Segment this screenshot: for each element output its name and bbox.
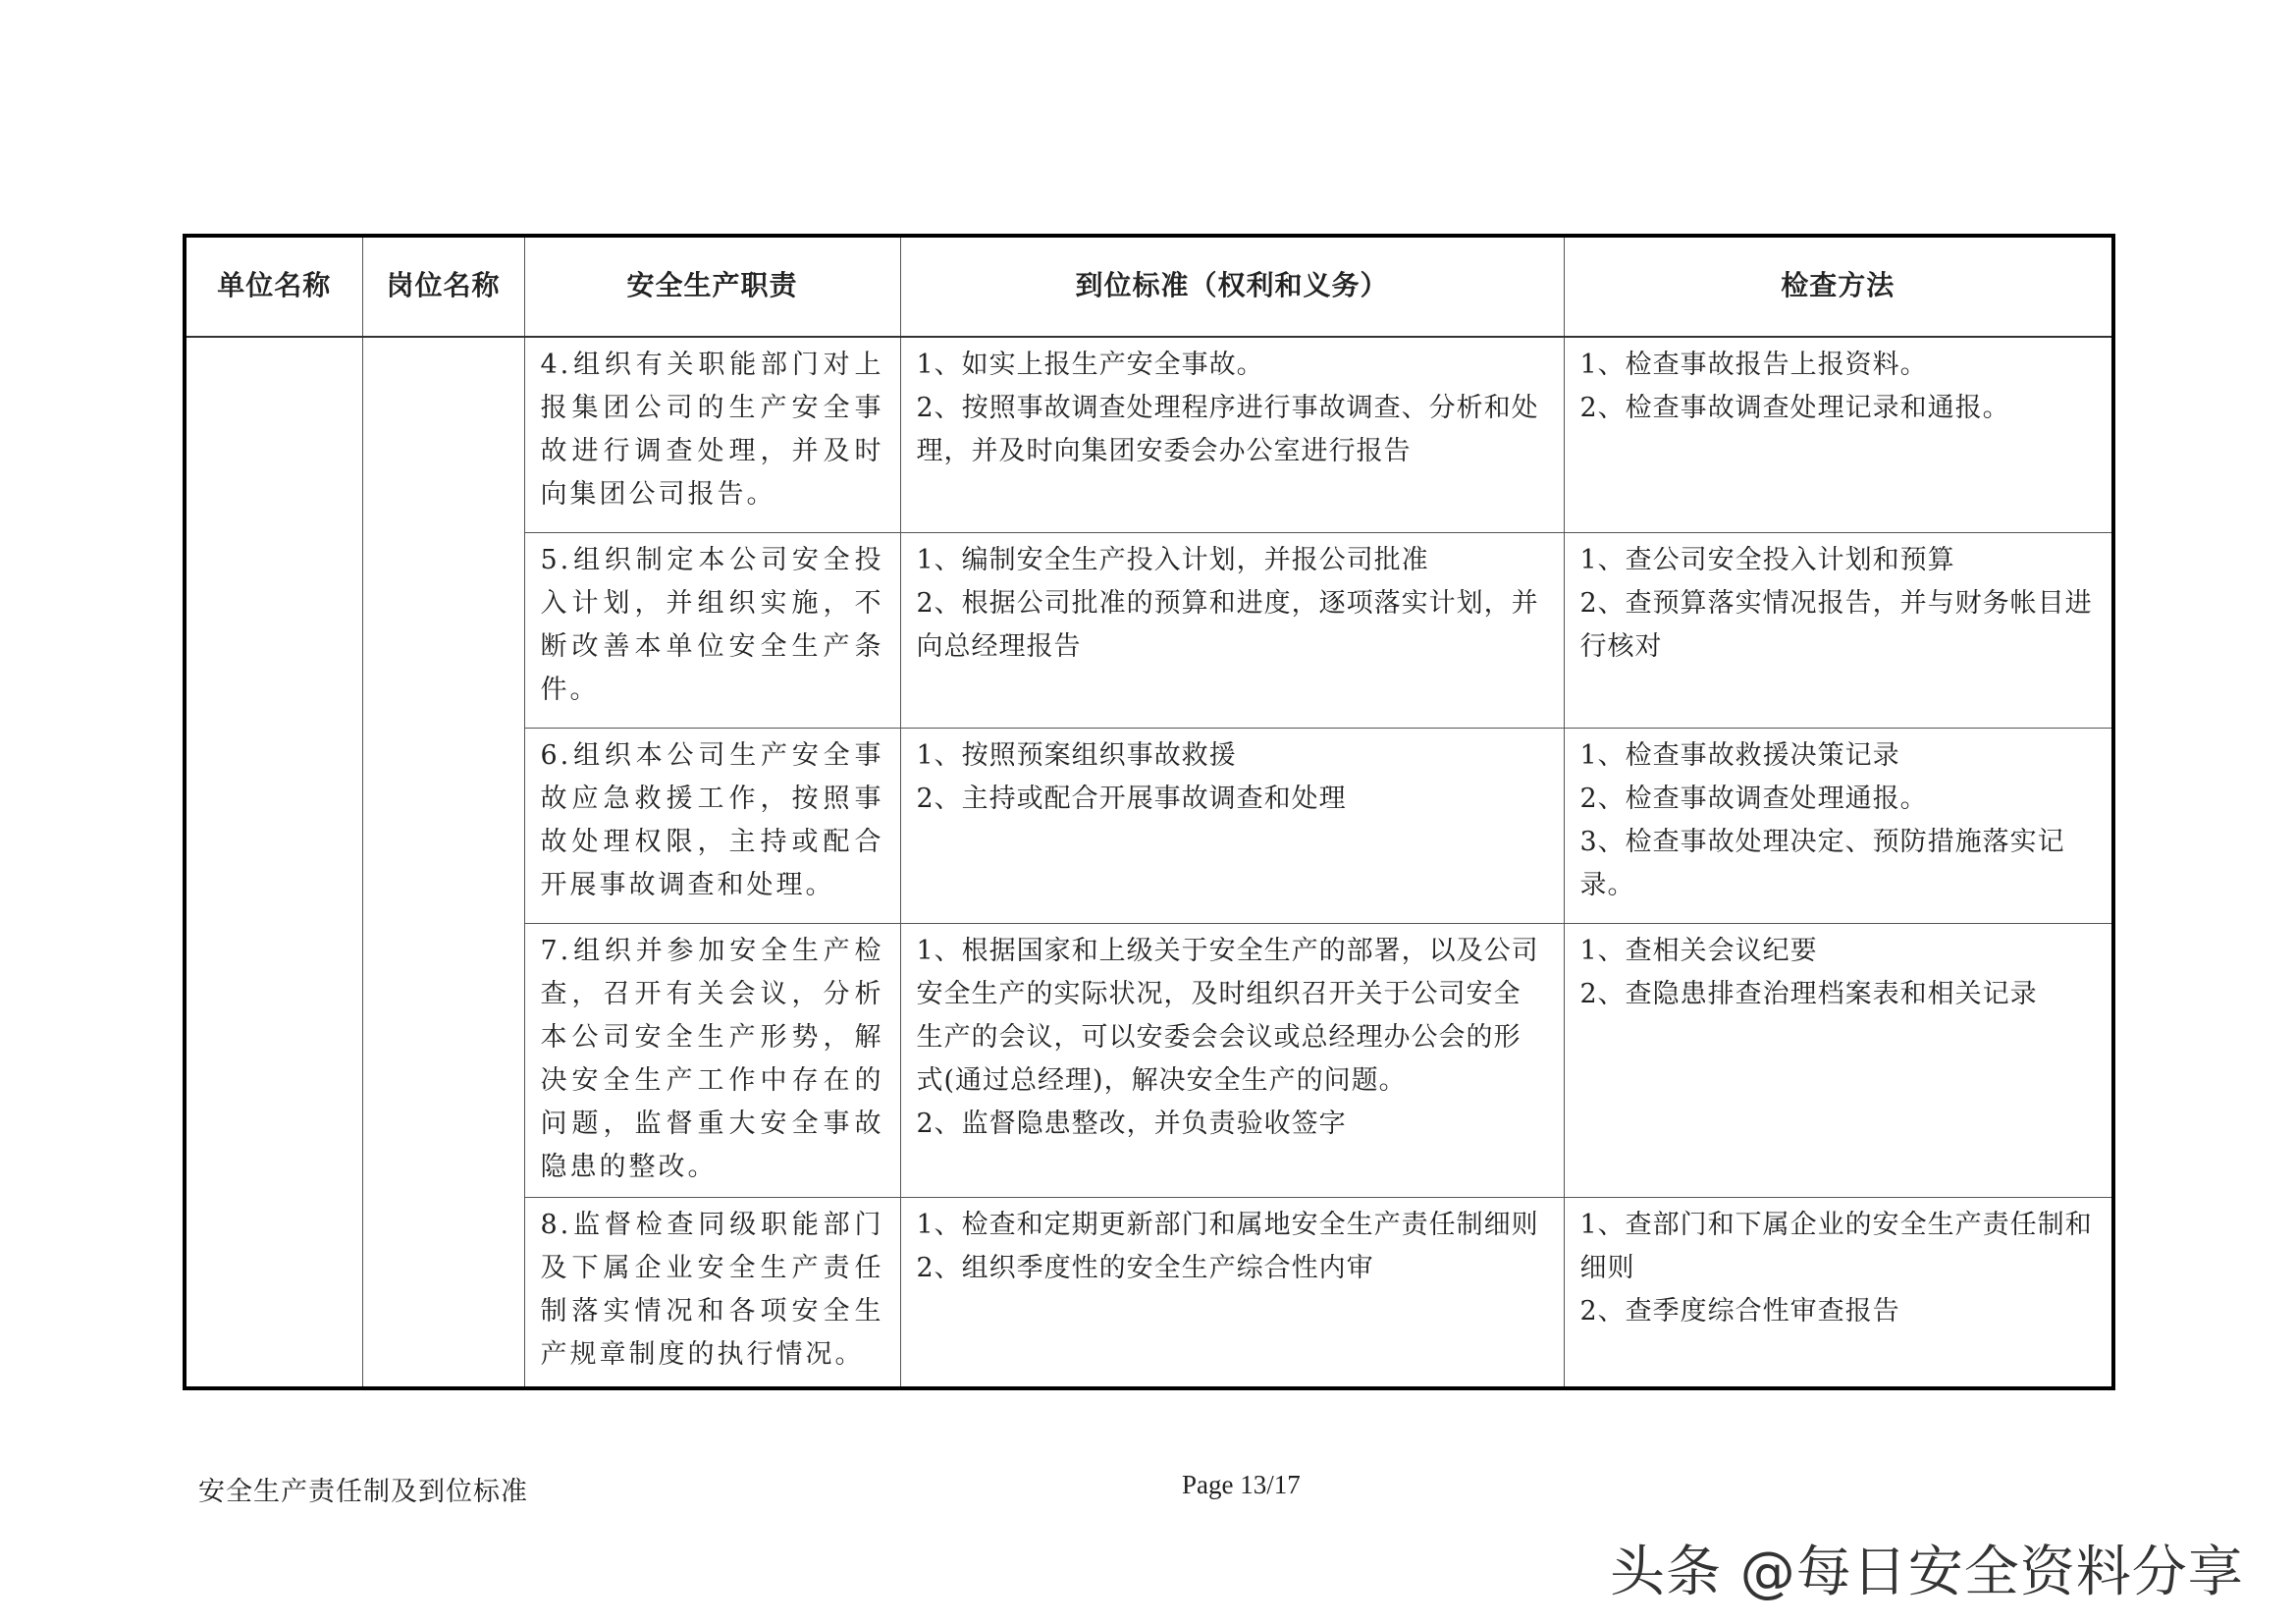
header-check-method: 检查方法 [1564, 236, 2113, 337]
page-number: Page 13/17 [1182, 1470, 1301, 1499]
standard-item: 2、根据公司批准的预算和进度，逐项落实计划，并向总经理报告 [916, 588, 1539, 662]
standard-cell [900, 1198, 1564, 1389]
standard-item: 1、如实上报生产安全事故。 [916, 350, 1264, 380]
standard-cell [900, 533, 1564, 729]
duty-text: 5.组织制定本公司安全投入计划，并组织实施，不断改善本单位安全生产条件。 [540, 545, 884, 705]
duty-cell [524, 337, 900, 533]
check-item: 2、查预算落实情况报告，并与财务帐目进行核对 [1579, 588, 2093, 662]
duty-text: 8.监督检查同级职能部门及下属企业安全生产责任制落实情况和各项安全生产规章制度的执行情况。 [540, 1210, 884, 1370]
header-standard: 到位标准（权利和义务） [900, 236, 1564, 337]
check-item: 1、查部门和下属企业的安全生产责任制和细则 [1579, 1210, 2093, 1283]
duty-cell [524, 924, 900, 1198]
check-item: 1、检查事故报告上报资料。 [1579, 350, 1928, 380]
check-item: 1、查公司安全投入计划和预算 [1579, 545, 1955, 575]
header-safety-duty: 安全生产职责 [524, 236, 900, 337]
check-item: 3、检查事故处理决定、预防措施落实记录。 [1579, 827, 2065, 900]
footer-title: 安全生产责任制及到位标准 [198, 1477, 528, 1507]
post-name-cell [362, 337, 524, 1388]
standard-item: 1、根据国家和上级关于安全生产的部署，以及公司安全生产的实际状况，及时组织召开关于公司安全生产的会议，可以安委会会议或总经理办公会的形式(通过总经理)，解决安全生产的问题。 [916, 936, 1539, 1096]
check-item: 1、查相关会议纪要 [1579, 936, 1818, 966]
standard-item: 2、主持或配合开展事故调查和处理 [916, 784, 1347, 814]
table-row [185, 337, 2113, 533]
duty-cell [524, 533, 900, 729]
check-item: 2、检查事故调查处理通报。 [1579, 784, 1928, 814]
standard-item: 1、编制安全生产投入计划，并报公司批准 [916, 545, 1429, 575]
watermark: 头条 @每日安全资料分享 [1610, 1541, 2244, 1604]
responsibility-table [183, 234, 2115, 1390]
standard-item: 1、检查和定期更新部门和属地安全生产责任制细则 [916, 1210, 1539, 1240]
standard-cell [900, 729, 1564, 924]
unit-name-cell [185, 337, 362, 1388]
check-cell [1564, 1198, 2113, 1389]
check-item: 2、查季度综合性审查报告 [1579, 1296, 1900, 1326]
duty-cell [524, 729, 900, 924]
check-cell [1564, 337, 2113, 533]
table-header-row [185, 236, 2113, 337]
check-cell [1564, 729, 2113, 924]
standard-item: 2、组织季度性的安全生产综合性内审 [916, 1253, 1374, 1283]
duty-text: 4.组织有关职能部门对上报集团公司的生产安全事故进行调查处理，并及时向集团公司报告。 [540, 350, 884, 510]
check-item: 2、检查事故调查处理记录和通报。 [1579, 393, 2010, 423]
check-cell [1564, 533, 2113, 729]
standard-item: 2、监督隐患整改，并负责验收签字 [916, 1109, 1347, 1139]
header-unit-name: 单位名称 [185, 236, 362, 337]
standard-item: 1、按照预案组织事故救援 [916, 740, 1237, 771]
header-post-name: 岗位名称 [362, 236, 524, 337]
standard-cell [900, 924, 1564, 1198]
check-item: 2、查隐患排查治理档案表和相关记录 [1579, 979, 2038, 1009]
standard-item: 2、按照事故调查处理程序进行事故调查、分析和处理，并及时向集团安委会办公室进行报告 [916, 393, 1539, 466]
check-item: 1、检查事故救援决策记录 [1579, 740, 1900, 771]
check-cell [1564, 924, 2113, 1198]
standard-cell [900, 337, 1564, 533]
duty-text: 6.组织本公司生产安全事故应急救援工作，按照事故处理权限，主持或配合开展事故调查和处理。 [540, 740, 884, 900]
duty-text: 7.组织并参加安全生产检查，召开有关会议，分析本公司安全生产形势，解决安全生产工作中存在的问题，监督重大安全事故隐患的整改。 [540, 936, 884, 1182]
duty-cell [524, 1198, 900, 1389]
